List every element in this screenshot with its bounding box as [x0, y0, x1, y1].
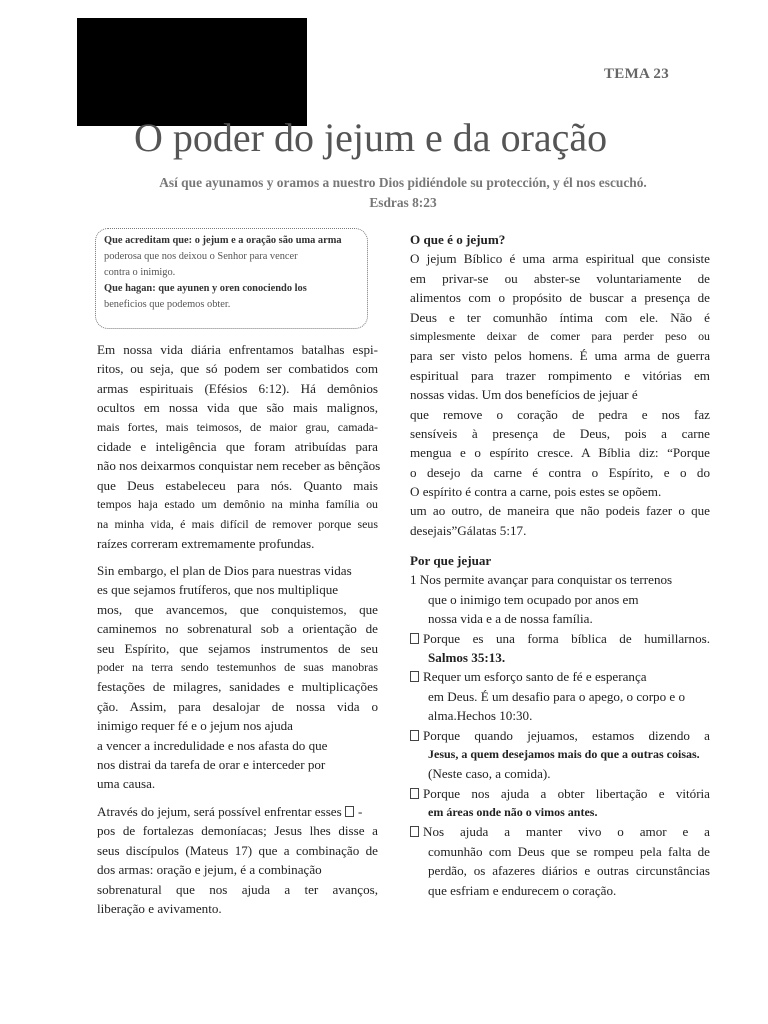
text-line: ocultos em nossa vida que são mais malignos,: [97, 400, 378, 416]
text-line: liberação e avivamento.: [97, 900, 222, 916]
text-line: uma causa.: [97, 776, 156, 792]
text-line: caminemos no sobrenatural sob a orientação de: [97, 621, 378, 637]
epigraph-reference: Esdras 8:23: [369, 195, 437, 210]
text-fragment: Através do jejum, será possível enfrentar esses: [97, 804, 342, 819]
text-line: em Deus. É um desafio para o apego, o corpo e o: [428, 688, 686, 704]
text-fragment: Nos permite avançar para conquistar os terrenos: [419, 572, 673, 588]
text-line: o desejo da carne é contra o Espírito, e o do: [410, 464, 710, 480]
text-line: não nos deixarmos conquistar nem receber as bênçãos: [97, 458, 381, 474]
bullet-icon: [410, 633, 419, 644]
objectives-callout: [95, 228, 368, 329]
text-line: inimigo requer fé e o jejum nos ajuda: [97, 718, 293, 734]
list-item: [410, 784, 710, 803]
text-line: armas espirituais (Efésios 6:12). Há demônios: [97, 380, 378, 396]
list-item: [410, 629, 710, 648]
text-line: tempos haja estado um demônio na minha família ou: [97, 497, 378, 512]
left-paragraph-3: [97, 802, 378, 918]
list-item: [410, 667, 710, 686]
text-line: em áreas onde não o vimos antes.: [428, 805, 598, 820]
text-line: dos armas: oração e jejum, é a combinação: [97, 862, 322, 878]
epigraph-quote: Así que ayunamos y oramos a nuestro Dios pidiéndole su protección, y él nos escuchó.: [159, 175, 647, 190]
list-item: [410, 726, 710, 745]
text-line: mos, que avancemos, que conquistemos, que: [97, 601, 378, 617]
list-item: [410, 570, 710, 589]
right-section-why-fast: [410, 551, 710, 900]
text-fragment: Nos ajuda a manter vivo o amor e a: [423, 824, 710, 840]
list-marker: 1: [410, 572, 417, 588]
left-paragraph-1: [97, 340, 381, 553]
topic-number: TEMA 23: [603, 66, 669, 82]
section-heading: O que é o jejum?: [410, 232, 506, 247]
callout-line: Que acreditam que: o jejum e a oração são uma arma: [104, 235, 342, 246]
list-item: [410, 822, 710, 841]
text-line: alma.Hechos 10:30.: [428, 708, 533, 724]
text-line: que esfriam e endurecem o coração.: [428, 882, 617, 898]
text-line: nossa vida e a de nossa família.: [428, 611, 593, 627]
text-line: O jejum Bíblico é uma arma espiritual que consiste: [410, 251, 710, 267]
text-line: desejais”Gálatas 5:17.: [410, 522, 527, 538]
text-line: festações de milagres, sanidades e multiplicações: [97, 679, 378, 695]
redaction-block: [77, 18, 307, 126]
text-line: comunhão com Deus que se rompeu pela falta de: [428, 843, 710, 859]
text-line: que remove o coração de pedra e nos faz: [410, 406, 710, 422]
text-line: poder na terra sendo testemunhos de suas manobras: [97, 659, 378, 674]
text-line: (Neste caso, a comida).: [428, 766, 551, 782]
text-line: O espírito é contra a carne, pois estes se opõem.: [410, 484, 662, 500]
bullet-icon: [410, 826, 419, 837]
text-line: Salmos 35:13.: [428, 649, 506, 665]
text-line: es que sejamos frutíferos, que nos multiplique: [97, 582, 339, 598]
text-line: cidade e inteligência que foram atribuídas para: [97, 438, 378, 454]
text-line: na minha vida, é mais difícil de remover porque seus: [97, 516, 378, 531]
text-line: Deus e ter comunhão íntima com ele. Não é: [410, 309, 710, 325]
text-line: que Deus estabeleceu para nós. Quanto mais: [97, 477, 378, 493]
text-fragment: Porque es una forma bíblica de humillarnos.: [423, 630, 710, 646]
section-heading: Por que jejuar: [410, 553, 492, 568]
callout-line: poderosa que nos deixou o Senhor para vencer: [104, 251, 298, 262]
text-line: mengua e o espírito cresce. A Bíblia diz: “Porque: [410, 445, 710, 461]
text-line: nos distrai da tarefa de orar e interceder por: [97, 756, 326, 772]
text-line: para ser visto pelos homens. É uma arma de guerra: [410, 348, 710, 364]
text-line: Jesus, a quem desejamos mais do que a outras coisas.: [428, 746, 700, 761]
bullet-icon: [410, 788, 419, 799]
text-line: a vencer a incredulidade e nos afasta do que: [97, 737, 328, 753]
left-paragraph-2: [97, 561, 378, 794]
text-line: perdão, os afazeres diários e outras circunstâncias: [428, 863, 710, 879]
page-title: O poder do jejum e da oração: [134, 115, 608, 160]
text-line: sobrenatural que nos ajuda a ter avanços,: [97, 881, 378, 897]
text-line: espiritual para trazer rompimento e vitórias em: [410, 367, 710, 383]
text-line: sensíveis à presença de Deus, pois a carne: [410, 425, 710, 441]
right-section-what-is-fasting: [410, 230, 710, 540]
text-line: em privar-se ou abster-se voluntariamente de: [410, 270, 710, 286]
text-line: um ao outro, de maneira que não podeis fazer o que: [410, 503, 710, 519]
text-line: ção. Assim, para desalojar de nossa vida o: [97, 698, 378, 714]
text-line: nossas vidas. Um dos benefícios de jejuar é: [410, 387, 638, 403]
callout-line: Que hagan: que ayunen y oren conociendo los: [104, 283, 307, 294]
text-line: Sin embargo, el plan de Dios para nuestras vidas: [97, 563, 352, 578]
text-line: seus discípulos (Mateus 17) que a combinação de: [97, 842, 378, 858]
callout-line: beneficios que podemos obter.: [104, 299, 231, 310]
bullet-icon: [410, 671, 419, 682]
text-line: ritos, ou seja, que só podem ser combatidos com: [97, 361, 378, 377]
text-line: seu Espírito, que sejamos instrumentos de seu: [97, 640, 378, 656]
text-line: pos de fortalezas demoníacas; Jesus lhes disse a: [97, 823, 378, 839]
missing-glyph-icon: [345, 806, 354, 817]
text-line: Em nossa vida diária enfrentamos batalhas espi-: [97, 342, 378, 357]
text-line: mais fortes, mais teimosos, de maior grau, camada-: [97, 419, 378, 434]
text-line: Através do jejum, será possível enfrentar esses -: [97, 804, 363, 819]
text-line: alimentos com o propósito de buscar a presença de: [410, 290, 710, 306]
text-fragment: Porque nos ajuda a obter libertação e vitória: [423, 785, 710, 801]
text-line: simplesmente deixar de comer para perder peso ou: [410, 328, 710, 343]
text-line: raízes correram extremamente profundas.: [97, 535, 315, 551]
callout-line: contra o inimigo.: [104, 267, 176, 278]
text-line: que o inimigo tem ocupado por anos em: [428, 591, 639, 607]
text-fragment: Porque quando jejuamos, estamos dizendo a: [423, 727, 710, 743]
text-fragment: Requer um esforço santo de fé e esperança: [423, 669, 647, 685]
bullet-icon: [410, 730, 419, 741]
